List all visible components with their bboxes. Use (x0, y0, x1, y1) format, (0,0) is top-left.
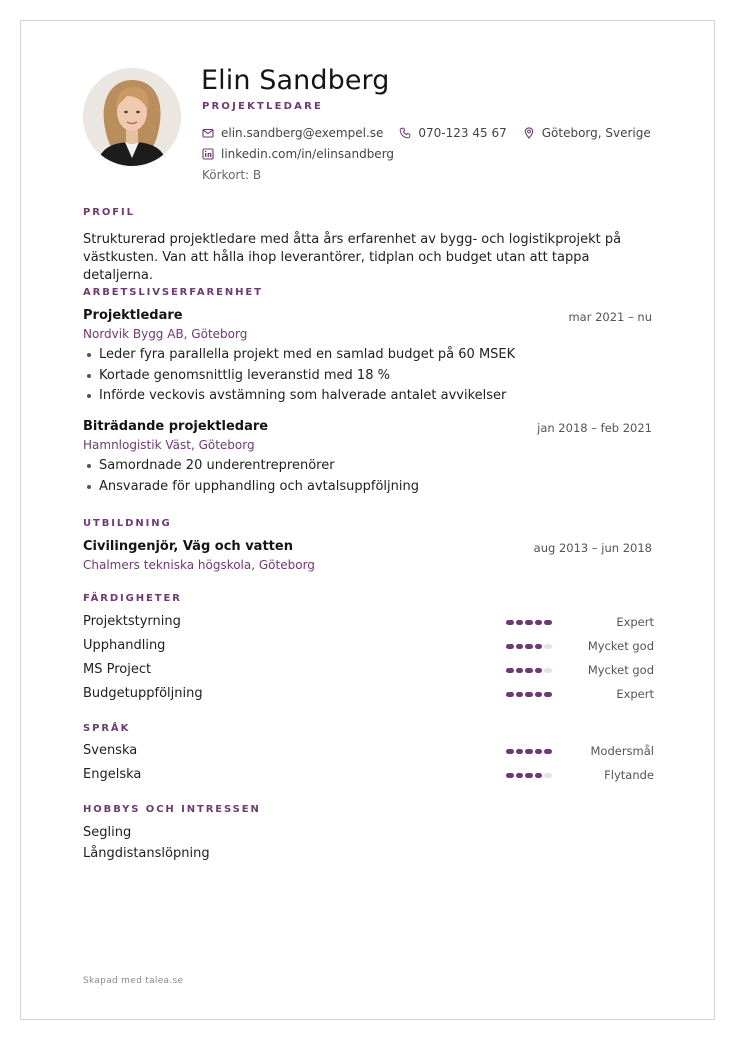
contact-linkedin[interactable] (202, 147, 394, 161)
avatar (83, 68, 181, 166)
rating-dot-filled (506, 668, 514, 673)
section-heading-skills: FÄRDIGHETER (83, 593, 182, 604)
contact-email[interactable] (202, 126, 383, 140)
profile-text: Strukturerad projektledare med åtta års erfarenhet av bygg- och logistikprojekt på västkusten. Van att hålla ihop leverantörer, tidplan och budget utan att tappa detaljerna. (83, 232, 622, 283)
rating-dot-filled (525, 773, 533, 778)
section-heading-education: UTBILDNING (83, 518, 172, 529)
language-rating (506, 773, 554, 778)
skill-level: Mycket god (587, 663, 654, 677)
rating-dot-filled (506, 620, 514, 625)
job-title-headline: PROJEKTLEDARE (202, 101, 324, 112)
section-heading-languages: SPRÅK (83, 723, 131, 734)
rating-dot-filled (544, 620, 552, 625)
skill-name: Upphandling (83, 638, 166, 653)
mail-icon (202, 127, 214, 139)
section-heading-profile: PROFIL (83, 207, 135, 218)
skill-rating (506, 644, 554, 649)
rating-dot-filled (516, 773, 524, 778)
skill-rating (506, 692, 554, 697)
skill-level: Mycket god (587, 639, 654, 653)
skill-row (83, 684, 654, 704)
rating-dot-filled (516, 749, 524, 754)
job-title: Biträdande projektledare (83, 419, 269, 434)
skill-name: Projektstyrning (83, 614, 181, 629)
phone-text: 070-123 45 67 (418, 126, 507, 140)
hobby-item: Segling (83, 825, 132, 840)
degree-title: Civilingenjör, Väg och vatten (83, 539, 293, 554)
contact-row-secondary (202, 147, 410, 161)
resume-page (20, 20, 715, 1020)
skill-name: MS Project (83, 662, 152, 677)
language-row (83, 765, 654, 785)
avatar-image (83, 68, 181, 166)
rating-dot-filled (544, 692, 552, 697)
rating-dot-filled (516, 668, 524, 673)
drivers-license: Körkort: B (202, 168, 262, 182)
language-name: Engelska (83, 767, 142, 782)
rating-dot-filled (525, 644, 533, 649)
rating-dot-filled (525, 749, 533, 754)
rating-dot-filled (516, 644, 524, 649)
phone-icon (399, 127, 411, 139)
language-level: Flytande (604, 768, 654, 782)
list-item: Samordnade 20 underentreprenörer (83, 456, 419, 477)
rating-dot-filled (535, 620, 543, 625)
skill-rating (506, 668, 554, 673)
list-item: Ansvarade för upphandling och avtalsuppföljning (83, 477, 419, 498)
school-name: Chalmers tekniska högskola, Göteborg (83, 558, 315, 572)
rating-dot-empty (544, 668, 552, 673)
skill-rating (506, 620, 554, 625)
rating-dot-filled (516, 692, 524, 697)
rating-dot-filled (544, 749, 552, 754)
skill-row (83, 636, 654, 656)
skill-name: Budgetuppföljning (83, 686, 203, 701)
rating-dot-filled (525, 620, 533, 625)
section-heading-experience: ARBETSLIVSERFARENHET (83, 287, 263, 298)
rating-dot-filled (535, 692, 543, 697)
language-rating (506, 749, 554, 754)
job-achievements (83, 456, 419, 497)
contact-row (202, 126, 667, 140)
linkedin-text: linkedin.com/in/elinsandberg (221, 147, 395, 161)
linkedin-icon (202, 148, 214, 160)
rating-dot-filled (535, 644, 543, 649)
job-dates: mar 2021 – nu (568, 310, 652, 324)
contact-location (523, 126, 651, 140)
job-achievements (83, 345, 515, 407)
list-item: Införde veckovis avstämning som halverade antalet avvikelser (83, 386, 515, 407)
rating-dot-empty (544, 773, 552, 778)
skill-row (83, 612, 654, 632)
rating-dot-filled (506, 749, 514, 754)
rating-dot-filled (506, 773, 514, 778)
list-item: Leder fyra parallella projekt med en samlad budget på 60 MSEK (83, 345, 515, 366)
list-item: Kortade genomsnittlig leveranstid med 18 % (83, 366, 515, 387)
rating-dot-filled (506, 692, 514, 697)
education-dates: aug 2013 – jun 2018 (533, 541, 652, 555)
rating-dot-filled (535, 749, 543, 754)
job-employer: Nordvik Bygg AB, Göteborg (83, 327, 248, 341)
skill-row (83, 660, 654, 680)
rating-dot-filled (535, 773, 543, 778)
language-name: Svenska (83, 743, 138, 758)
rating-dot-empty (544, 644, 552, 649)
rating-dot-filled (516, 620, 524, 625)
skill-level: Expert (616, 687, 654, 701)
section-heading-hobbies: HOBBYS OCH INTRESSEN (83, 804, 261, 815)
rating-dot-filled (535, 668, 543, 673)
email-text: elin.sandberg@exempel.se (221, 126, 384, 140)
language-row (83, 741, 654, 761)
job-dates: jan 2018 – feb 2021 (537, 421, 652, 435)
footer-credit[interactable]: Skapad med talea.se (83, 976, 184, 986)
hobby-item: Långdistanslöpning (83, 846, 210, 861)
job-title: Projektledare (83, 308, 183, 323)
skill-level: Expert (616, 615, 654, 629)
language-level: Modersmål (590, 744, 654, 758)
contact-phone[interactable] (399, 126, 506, 140)
full-name: Elin Sandberg (201, 65, 390, 96)
rating-dot-filled (525, 692, 533, 697)
job-employer: Hamnlogistik Väst, Göteborg (83, 438, 255, 452)
rating-dot-filled (525, 668, 533, 673)
location-text: Göteborg, Sverige (541, 126, 651, 140)
rating-dot-filled (506, 644, 514, 649)
location-pin-icon (523, 127, 535, 139)
